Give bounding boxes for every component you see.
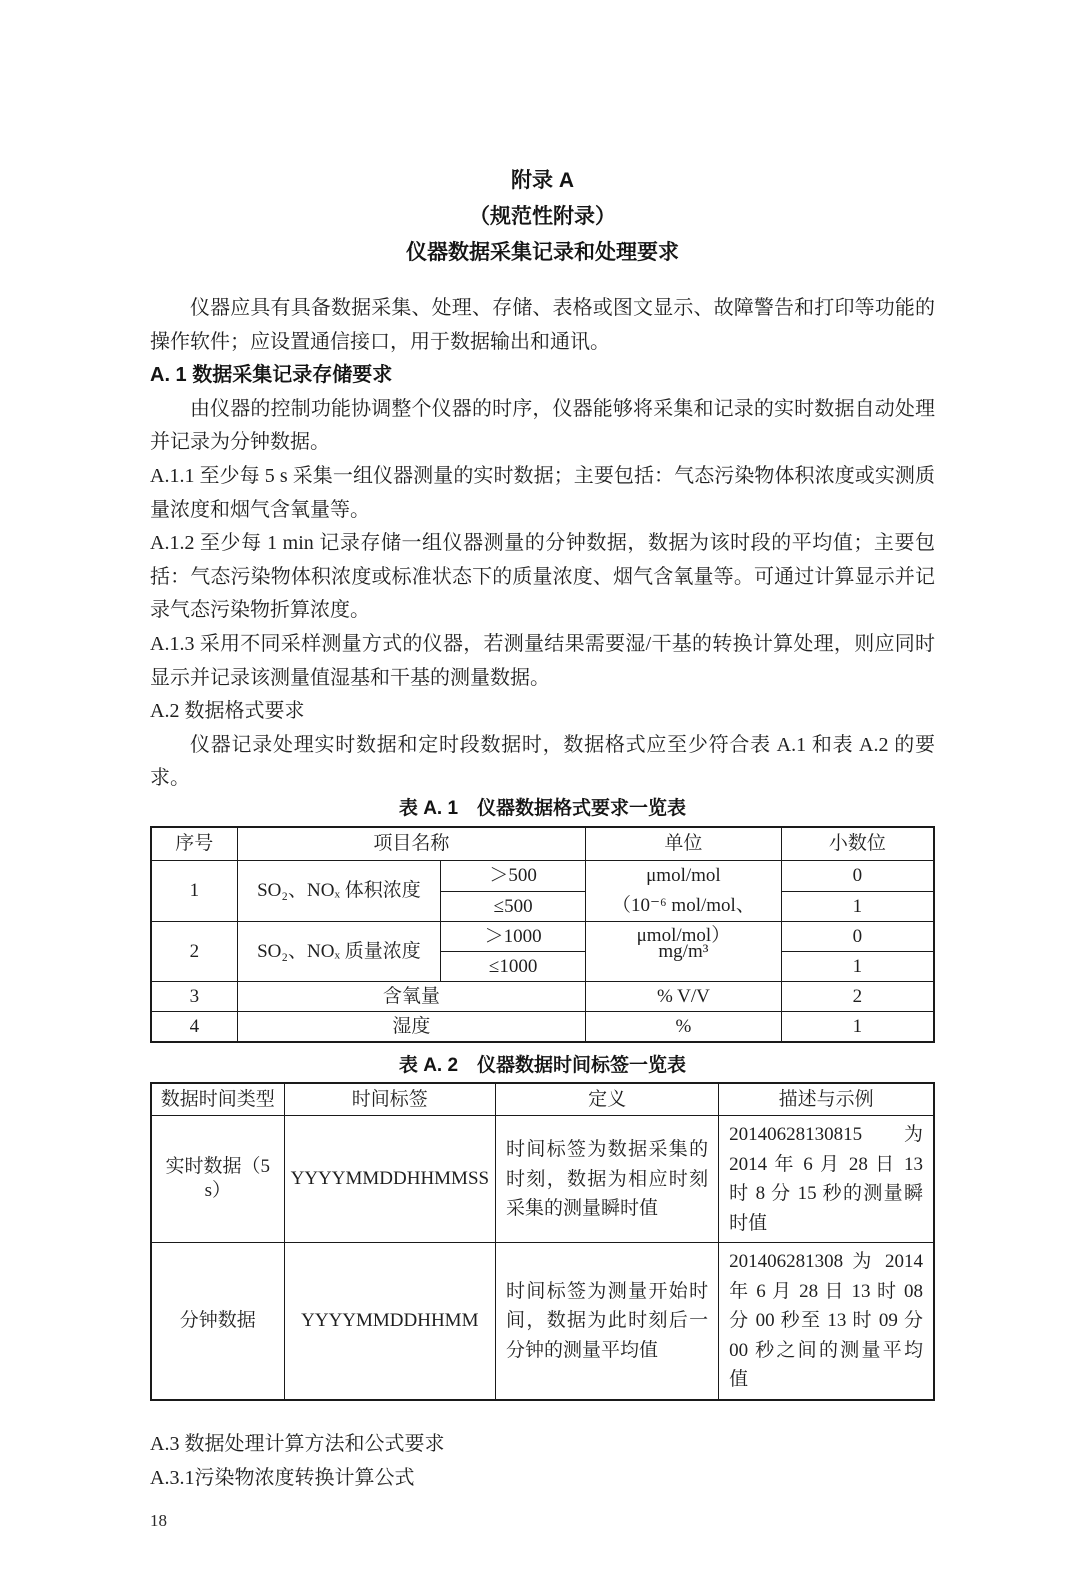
table-row [151,861,934,892]
table-a1-r1-dec-high: 0 [781,861,934,892]
table-a1-header-unit: 单位 [586,827,782,861]
table-a1-r4-no: 4 [151,1012,237,1042]
table-a1-r2-cond-high: ＞1000 [441,922,586,952]
table-a1-r4-dec: 1 [781,1012,934,1042]
table-a2-header-example: 描述与示例 [719,1083,934,1116]
table-a2-r1-type: 实时数据（5 s） [151,1116,284,1243]
clause-a1-2: A.1.2 至少每 1 min 记录存储一组仪器测量的分钟数据，数据为该时段的平均值；主要包括：气态污染物体积浓度或标准状态下的质量浓度、烟气含氧量等。可通过计算显示并记录气态污染物折算浓度。 [150,532,935,622]
table-a1-header-no: 序号 [151,827,237,861]
table-a1-r2-unit: mg/m³ [586,922,782,982]
table-a2-r1-tag: YYYYMMDDHHMMSS [284,1116,495,1243]
table-a2-r2-example: 201406281308 为 2014 年 6 月 28 日 13 时 08 分 00 秒至 13 时 09 分 00 秒之间的测量平均值 [719,1243,934,1400]
table-a1-caption: 表 A. 1 仪器数据格式要求一览表 [398,797,687,819]
section-a1-heading: A. 1 数据采集记录存储要求 [150,364,393,387]
table-a1-header-item: 项目名称 [237,827,585,861]
table-a2-caption: 表 A. 2 仪器数据时间标签一览表 [398,1054,687,1076]
table-row [151,922,934,952]
section-a3-1-heading: A.3.1污染物浓度转换计算公式 [150,1466,415,1489]
appendix-title: 附录 A [511,169,574,192]
table-a1-r1-unit-line2: （10⁻⁶ mol/mol、μmol/mol） [612,895,755,947]
table-a2-r1-example: 20140628130815 为 2014 年 6 月 28 日 13 时 8 分 15 秒的测量瞬时值 [719,1116,934,1243]
table-a1-r3-unit: % V/V [586,982,782,1012]
table-a1-r4-item: 湿度 [237,1012,585,1042]
page-number: 18 [150,1511,167,1531]
section-a3-heading: A.3 数据处理计算方法和公式要求 [150,1432,445,1455]
table-a2-r2-tag: YYYYMMDDHHMM [284,1243,495,1400]
table-a1-r2-no: 2 [151,922,237,982]
table-a1-r1-cond-low: ≤500 [441,891,586,922]
table-row [151,1012,934,1042]
table-a1-r1-dec-low: 1 [781,891,934,922]
table-a1-r3-dec: 2 [781,982,934,1012]
table-a1-r1-unit-line1: μmol/mol [646,865,721,887]
table-a1-r1-no: 1 [151,861,237,922]
table-a2 [150,1082,935,1401]
table-a1-r1-cond-high: ＞500 [441,861,586,892]
section-a2-heading: A.2 数据格式要求 [150,700,305,723]
section-a2-body: 仪器记录处理实时数据和定时段数据时，数据格式应至少符合表 A.1 和表 A.2 的要求。 [150,733,935,790]
table-a2-r1-definition: 时间标签为数据采集的时刻，数据为相应时刻采集的测量瞬时值 [496,1116,719,1243]
appendix-heading: 仪器数据采集记录和处理要求 [406,241,679,264]
table-row [151,982,934,1012]
table-row [151,1116,934,1243]
appendix-subtitle: （规范性附录） [469,205,616,228]
table-a1-header-decimals: 小数位 [781,827,934,861]
clause-a1-3: A.1.3 采用不同采样测量方式的仪器，若测量结果需要湿/干基的转换计算处理，则应同时显示并记录该测量值湿基和干基的测量数据。 [150,632,935,689]
table-a1-r2-dec-high: 0 [781,922,934,952]
table-a1-r2-cond-low: ≤1000 [441,952,586,982]
table-a2-header-row [151,1083,934,1116]
table-a2-header-definition: 定义 [496,1083,719,1116]
title-block [150,163,935,271]
table-a1-r1-item: SO₂、NOₓ 体积浓度 [237,861,441,922]
table-a1 [150,826,935,1043]
table-a1-r3-no: 3 [151,982,237,1012]
table-a1-header-row [151,827,934,861]
table-a1-r3-item: 含氧量 [237,982,585,1012]
table-row [151,1243,934,1400]
section-a1-body: 由仪器的控制功能协调整个仪器的时序，仪器能够将采集和记录的实时数据自动处理并记录为分钟数据。 [150,397,935,454]
table-a2-header-tag: 时间标签 [284,1083,495,1116]
intro-paragraph: 仪器应具有具备数据采集、处理、存储、表格或图文显示、故障警告和打印等功能的操作软件；应设置通信接口，用于数据输出和通讯。 [150,297,935,353]
table-a1-r2-item: SO₂、NOₓ 质量浓度 [237,922,441,982]
clause-a1-1: A.1.1 至少每 5 s 采集一组仪器测量的实时数据；主要包括：气态污染物体积浓度或实测质量浓度和烟气含氧量等。 [150,464,935,521]
table-a1-r1-unit [586,861,782,947]
table-a1-r4-unit: % [586,1012,782,1042]
table-a1-r2-dec-low: 1 [781,952,934,982]
table-a2-header-type: 数据时间类型 [151,1083,284,1116]
table-a2-r2-type: 分钟数据 [151,1243,284,1400]
table-a2-r2-definition: 时间标签为测量开始时间，数据为此时刻后一分钟的测量平均值 [496,1243,719,1400]
